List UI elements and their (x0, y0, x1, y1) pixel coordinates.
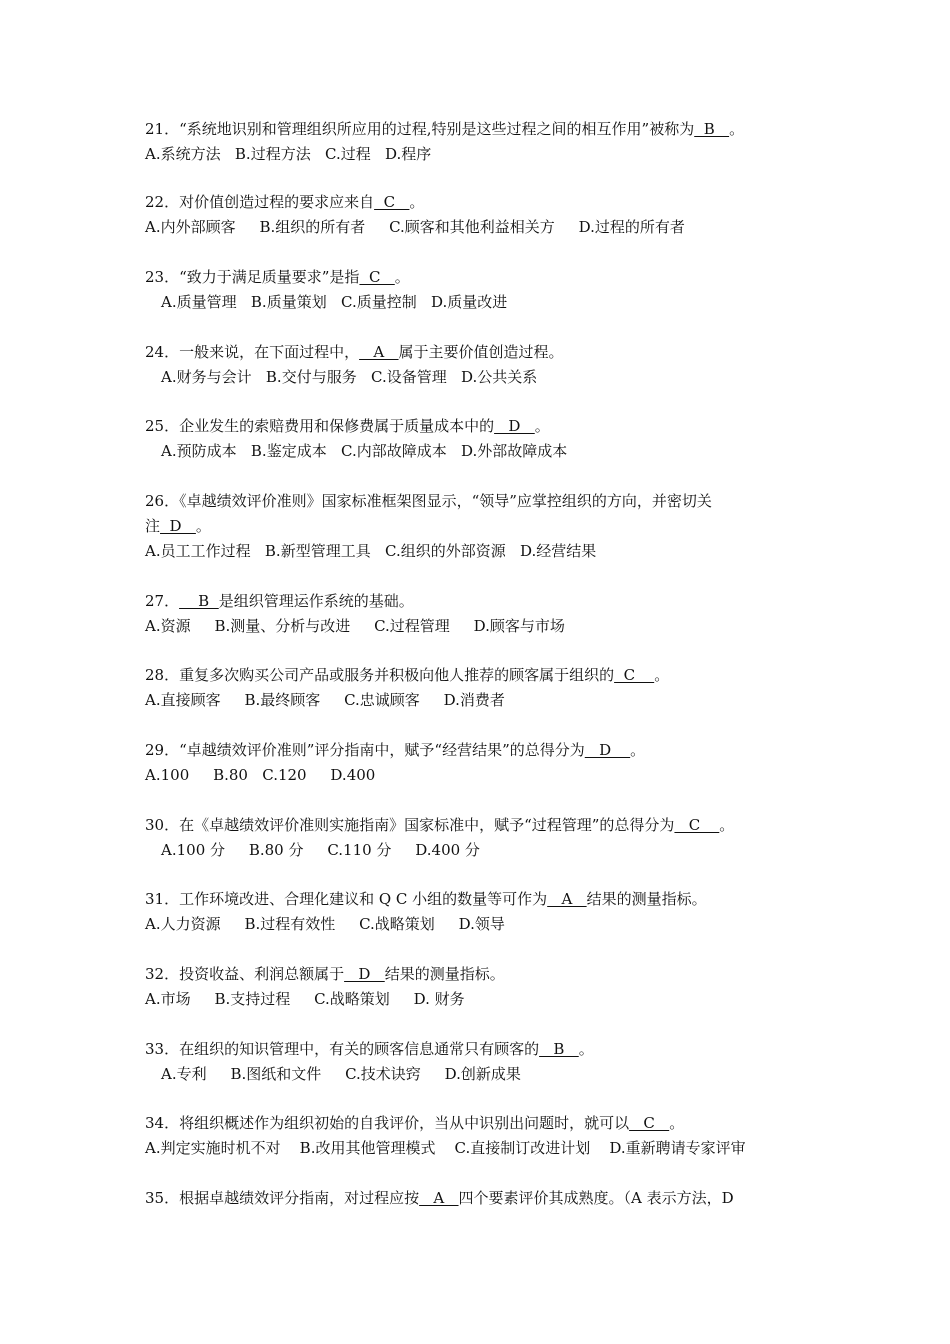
question-34 (145, 1111, 815, 1161)
stem-end: 。 (729, 120, 745, 138)
answer-blank: A (359, 343, 399, 361)
stem-end: 四个要素评价其成熟度。（A 表示方法，D (458, 1189, 734, 1207)
answer-blank: C (629, 1114, 670, 1132)
options-line: A.内外部顾客 B.组织的所有者 C.顾客和其他利益相关方 D.过程的所有者 (145, 218, 685, 236)
question-stem (145, 414, 815, 439)
question-stem (145, 1186, 815, 1211)
stem-end: 是组织管理运作系统的基础。 (218, 592, 414, 610)
question-21 (145, 117, 815, 167)
options-line: A.市场 B.支持过程 C.战略策划 D. 财务 (145, 990, 465, 1008)
question-33 (145, 1037, 815, 1087)
options-line: A.系统方法 B.过程方法 C.过程 D.程序 (145, 145, 432, 163)
options-line: A.直接顾客 B.最终顾客 C.忠诚顾客 D.消费者 (145, 691, 505, 709)
question-stem-line1: 26．《卓越绩效评价准则》国家标准框架图显示，“领导”应掌控组织的方向，并密切关 (145, 492, 712, 510)
stem-end: 属于主要价值创造过程。 (398, 343, 564, 361)
question-stem (145, 190, 815, 215)
stem-end: 。 (409, 193, 425, 211)
answer-blank: A (547, 890, 587, 908)
question-stem (145, 738, 815, 763)
stem-end: 。 (195, 517, 211, 535)
question-stem (145, 117, 815, 142)
question-22 (145, 190, 815, 240)
question-stem (145, 1111, 815, 1136)
stem-text: 34．将组织概述作为组织初始的自我评价，当从中识别出问题时，就可以 (145, 1114, 630, 1132)
stem-text: 23．“致力于满足质量要求”是指 (145, 268, 360, 286)
options-line: A.质量管理 B.质量策划 C.质量控制 D.质量改进 (161, 293, 508, 311)
stem-end: 。 (534, 417, 550, 435)
stem-end: 。 (630, 741, 646, 759)
stem-text: 29．“卓越绩效评价准则”评分指南中，赋予“经营结果”的总得分为 (145, 741, 585, 759)
question-stem (145, 887, 815, 912)
stem-end: 。 (394, 268, 410, 286)
question-stem (145, 514, 815, 539)
stem-end: 。 (654, 666, 670, 684)
options-line: A.判定实施时机不对 B.改用其他管理模式 C.直接制订改进计划 D.重新聘请专家评审 (145, 1139, 746, 1157)
stem-text: 24．一般来说，在下面过程中， (145, 343, 360, 361)
question-24 (145, 340, 815, 390)
stem-end: 。 (669, 1114, 685, 1132)
stem-text: 注 (145, 517, 161, 535)
stem-text: 22．对价值创造过程的要求应来自 (145, 193, 375, 211)
question-stem (145, 340, 815, 365)
question-29 (145, 738, 815, 788)
question-31 (145, 887, 815, 937)
stem-end: 结果的测量指标。 (384, 965, 505, 983)
question-stem (145, 962, 815, 987)
stem-text: 32．投资收益、利润总额属于 (145, 965, 345, 983)
question-stem (145, 1037, 815, 1062)
answer-blank: B (694, 120, 730, 138)
question-stem (145, 663, 815, 688)
answer-blank: A (419, 1189, 459, 1207)
options-line: A.预防成本 B.鉴定成本 C.内部故障成本 D.外部故障成本 (161, 442, 568, 460)
stem-end: 。 (578, 1040, 594, 1058)
options-line: A.100 分 B.80 分 C.110 分 D.400 分 (161, 841, 480, 859)
stem-end: 。 (719, 816, 735, 834)
answer-blank: D (584, 741, 631, 759)
question-stem (145, 813, 815, 838)
stem-text: 33．在组织的知识管理中，有关的顾客信息通常只有顾客的 (145, 1040, 540, 1058)
question-32 (145, 962, 815, 1012)
options-line: A.资源 B.测量、分析与改进 C.过程管理 D.顾客与市场 (145, 617, 565, 635)
question-27 (145, 589, 815, 639)
answer-blank: D (494, 417, 535, 435)
answer-blank: C (674, 816, 720, 834)
stem-text: 27． (145, 592, 180, 610)
options-line: A.100 B.80 C.120 D.400 (145, 766, 376, 784)
answer-blank: B (539, 1040, 579, 1058)
answer-blank: D (160, 517, 196, 535)
question-28 (145, 663, 815, 713)
stem-text: 31．工作环境改进、合理化建议和 Q C 小组的数量等可作为 (145, 890, 548, 908)
options-line: A.员工工作过程 B.新型管理工具 C.组织的外部资源 D.经营结果 (145, 542, 597, 560)
question-stem (145, 589, 815, 614)
options-line: A.财务与会计 B.交付与服务 C.设备管理 D.公共关系 (161, 368, 538, 386)
answer-blank: D (344, 965, 385, 983)
question-stem (145, 265, 815, 290)
answer-blank: C (614, 666, 655, 684)
stem-end: 结果的测量指标。 (586, 890, 707, 908)
answer-blank: C (374, 193, 410, 211)
question-35 (145, 1186, 815, 1211)
options-line: A.专利 B.图纸和文件 C.技术诀窍 D.创新成果 (161, 1065, 521, 1083)
question-26 (145, 489, 815, 564)
stem-text: 21．“系统地识别和管理组织所应用的过程,特别是这些过程之间的相互作用”被称为 (145, 120, 695, 138)
answer-blank: C (359, 268, 395, 286)
options-line: A.人力资源 B.过程有效性 C.战略策划 D.领导 (145, 915, 505, 933)
stem-text: 35．根据卓越绩效评分指南，对过程应按 (145, 1189, 420, 1207)
stem-text: 25．企业发生的索赔费用和保修费属于质量成本中的 (145, 417, 495, 435)
answer-blank: B (179, 592, 219, 610)
question-23 (145, 265, 815, 315)
question-30 (145, 813, 815, 863)
stem-text: 28．重复多次购买公司产品或服务并积极向他人推荐的顾客属于组织的 (145, 666, 615, 684)
stem-text: 30．在《卓越绩效评价准则实施指南》国家标准中，赋予“过程管理”的总得分为 (145, 816, 675, 834)
question-25 (145, 414, 815, 464)
